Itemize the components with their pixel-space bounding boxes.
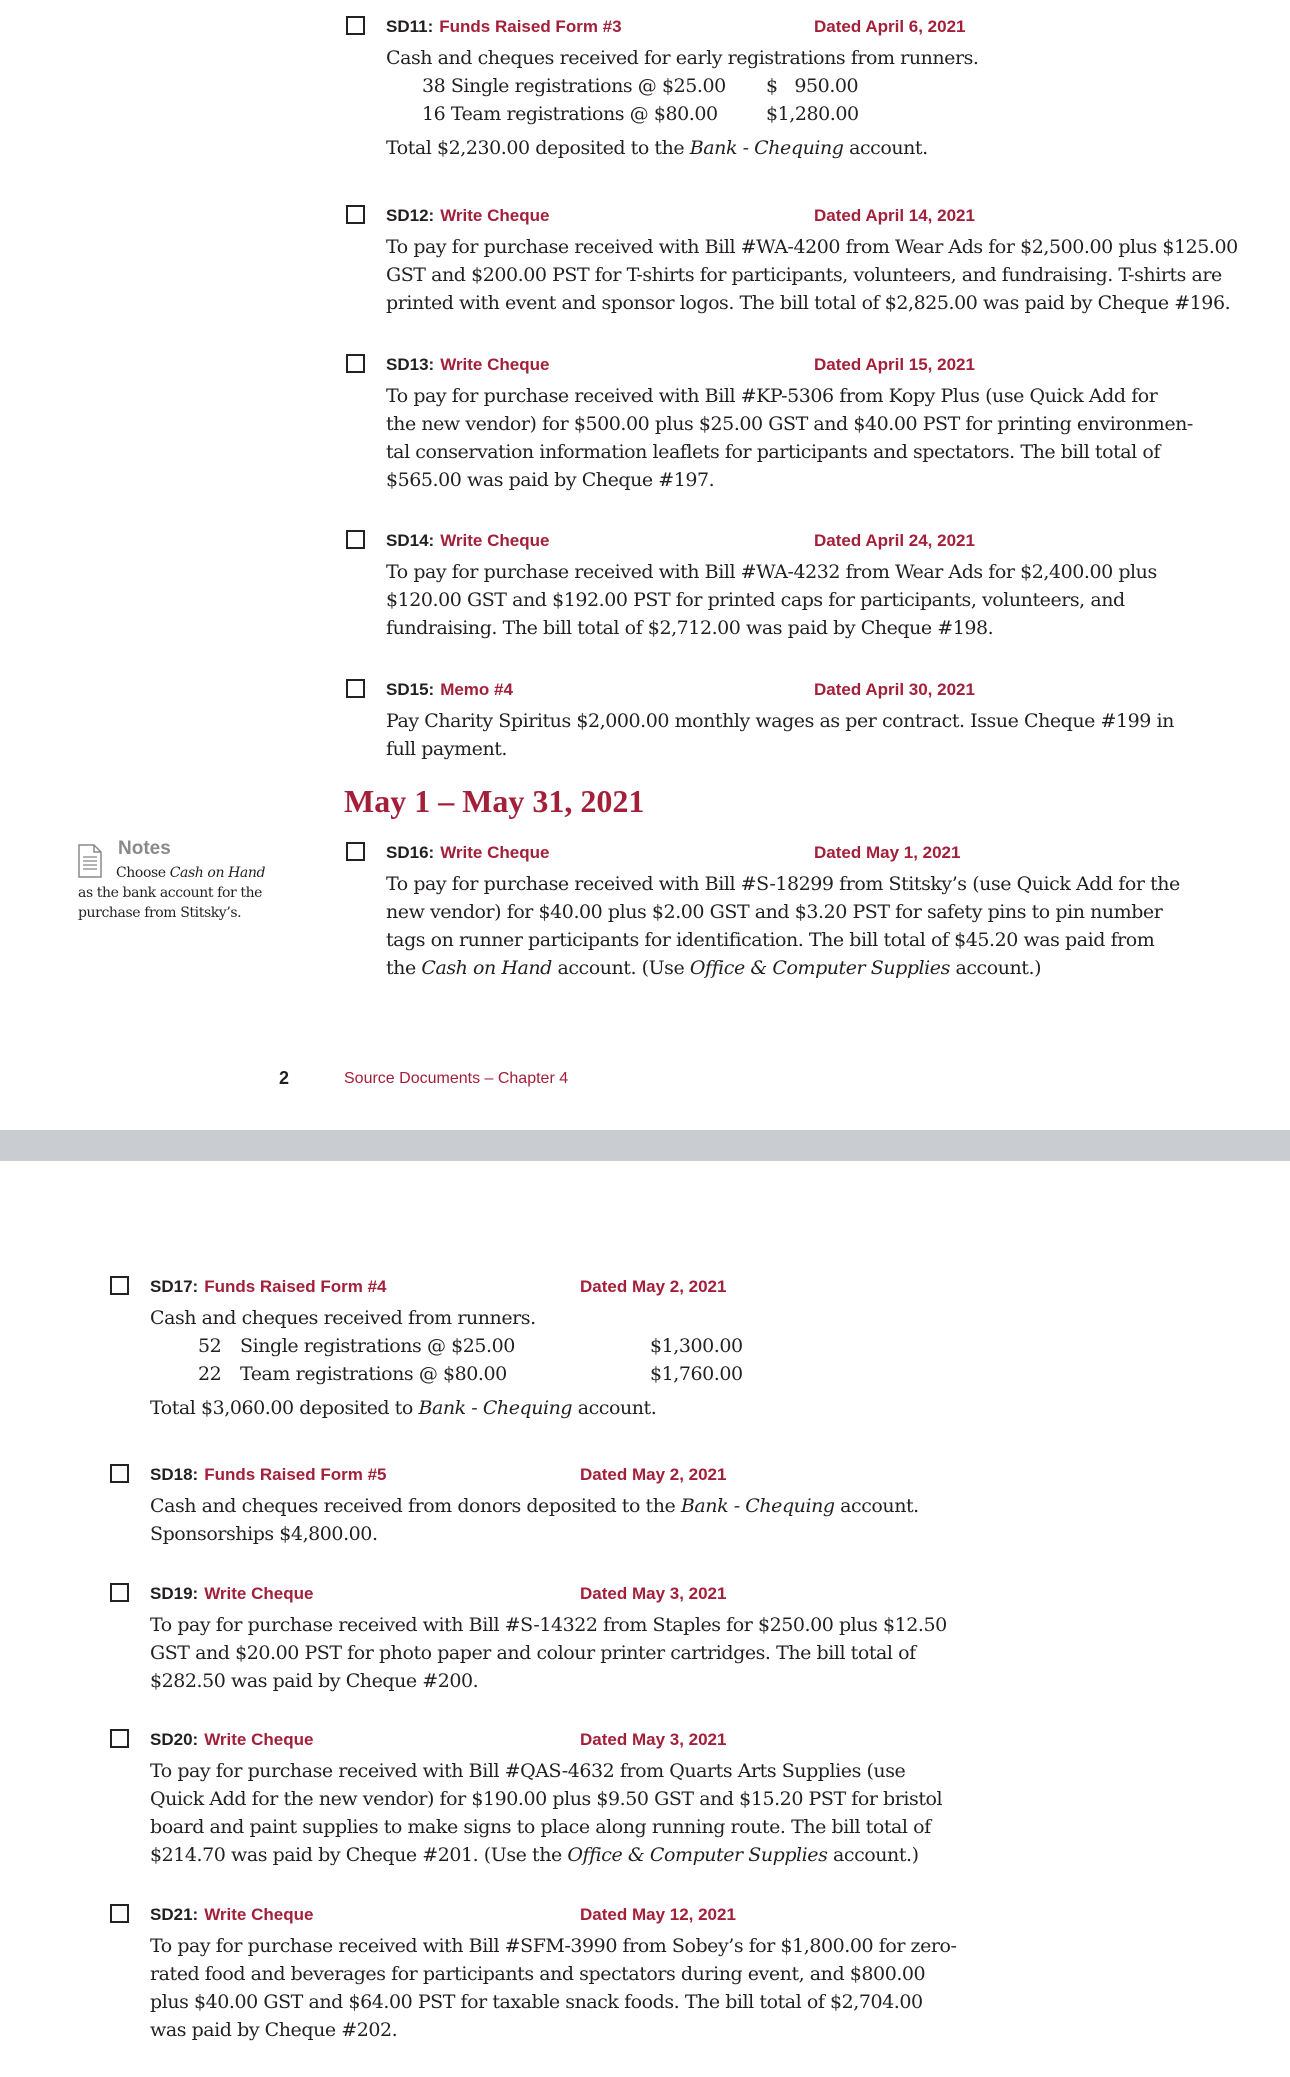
entry-type: Write Cheque (440, 206, 550, 225)
entry-date: Dated April 14, 2021 (814, 206, 975, 225)
row-quantity: 52 (198, 1335, 222, 1357)
entry-header (386, 205, 549, 227)
entry-code: SD20: (150, 1730, 199, 1749)
entry-text (150, 1492, 919, 1520)
row-amount: $1,280.00 (766, 103, 859, 125)
amount-row (150, 1360, 743, 1388)
notes-text-part: as the bank account for the purchase from Stitsky’s. (78, 885, 263, 921)
row-quantity: 22 (198, 1363, 222, 1385)
row-label: 16 Team registrations @ $80.00 (422, 103, 718, 125)
entry-body (386, 382, 1193, 494)
entry-text: printed with event and sponsor logos. The bill total of $2,825.00 was paid by Cheque #196. (386, 292, 1231, 314)
completion-checkbox[interactable] (346, 530, 365, 549)
page-separator (0, 1130, 1290, 1161)
completion-checkbox[interactable] (110, 1729, 129, 1748)
entry-text: $282.50 was paid by Cheque #200. (150, 1670, 479, 1692)
entry-text: plus $40.00 GST and $64.00 PST for taxable snack foods. The bill total of $2,704.00 (150, 1991, 923, 2013)
entry-date: Dated May 1, 2021 (814, 843, 961, 862)
running-footer: Source Documents – Chapter 4 (344, 1070, 569, 1087)
entry-header (386, 679, 513, 701)
account-name: Office & Computer Supplies (567, 1844, 828, 1866)
entry-text: rated food and beverages for participants and spectators during event, and $800.00 (150, 1963, 926, 1985)
entry-body (386, 870, 1180, 982)
entry-body (150, 1932, 957, 2044)
completion-checkbox[interactable] (110, 1276, 129, 1295)
entry-text (150, 1841, 942, 1869)
amount-row (386, 72, 979, 100)
row-label: Single registrations @ $25.00 (240, 1335, 515, 1357)
total-text: Total $2,230.00 deposited to the (386, 137, 690, 159)
entry-type: Write Cheque (204, 1584, 314, 1603)
entry-text: new vendor) for $40.00 plus $2.00 GST and $3.20 PST for safety pins to pin number (386, 901, 1163, 923)
notes-text-part: Choose (116, 865, 170, 881)
account-name: Cash on Hand (421, 957, 552, 979)
completion-checkbox[interactable] (110, 1583, 129, 1602)
entry-date: Dated May 2, 2021 (580, 1465, 727, 1484)
entry-type: Write Cheque (440, 843, 550, 862)
entry-code: SD16: (386, 843, 435, 862)
entry-type: Write Cheque (440, 531, 550, 550)
entry-text: full payment. (386, 738, 508, 760)
entry-date: Dated May 3, 2021 (580, 1730, 727, 1749)
entry-code: SD21: (150, 1905, 199, 1924)
total-text: account. (843, 137, 928, 159)
row-label: 38 Single registrations @ $25.00 (422, 75, 726, 97)
entry-date: Dated May 12, 2021 (580, 1905, 736, 1924)
amount-row (386, 100, 979, 128)
text-part: $214.70 was paid by Cheque #201. (Use the (150, 1844, 568, 1866)
entry-text: To pay for purchase received with Bill #WA-4200 from Wear Ads for $2,500.00 plus $125.00 (386, 236, 1238, 258)
entry-header (386, 354, 549, 376)
entry-code: SD19: (150, 1584, 199, 1603)
entry-code: SD12: (386, 206, 435, 225)
text-part: Cash and cheques received from donors deposited to the (150, 1495, 681, 1517)
notes-text (78, 863, 318, 923)
text-part: the (386, 957, 422, 979)
entry-date: Dated April 24, 2021 (814, 531, 975, 550)
entry-text: Sponsorships $4,800.00. (150, 1523, 378, 1545)
entry-date: Dated May 3, 2021 (580, 1584, 727, 1603)
entry-code: SD18: (150, 1465, 199, 1484)
row-amount: $1,760.00 (650, 1363, 743, 1385)
entry-type: Write Cheque (440, 355, 550, 374)
entry-total (386, 134, 979, 162)
entry-code: SD15: (386, 680, 435, 699)
entry-body (386, 558, 1157, 642)
entry-text: $120.00 GST and $192.00 PST for printed caps for participants, volunteers, and (386, 589, 1125, 611)
account-name: Office & Computer Supplies (689, 957, 950, 979)
account-name: Cash on Hand (169, 865, 266, 881)
account-name: Bank - Chequing (418, 1397, 573, 1419)
entry-header (150, 1464, 387, 1486)
entry-header (386, 16, 622, 38)
row-amount: $1,300.00 (650, 1335, 743, 1357)
entry-text: To pay for purchase received with Bill #KP-5306 from Kopy Plus (use Quick Add for (386, 385, 1158, 407)
entry-text: To pay for purchase received with Bill #WA-4232 from Wear Ads for $2,400.00 plus (386, 561, 1157, 583)
entry-text: the new vendor) for $500.00 plus $25.00 GST and $40.00 PST for printing environmen- (386, 413, 1193, 435)
entry-header (150, 1729, 313, 1751)
completion-checkbox[interactable] (346, 354, 365, 373)
entry-date: Dated April 15, 2021 (814, 355, 975, 374)
row-amount: $ 950.00 (766, 75, 859, 97)
entry-text: $565.00 was paid by Cheque #197. (386, 469, 715, 491)
account-name: Bank - Chequing (689, 137, 844, 159)
completion-checkbox[interactable] (346, 842, 365, 861)
total-text: account. (572, 1397, 657, 1419)
entry-text: To pay for purchase received with Bill #QAS-4632 from Quarts Arts Supplies (use (150, 1760, 906, 1782)
entry-body (150, 1611, 947, 1695)
entry-header (386, 842, 549, 864)
entry-header (150, 1904, 313, 1926)
entry-body (386, 44, 979, 162)
entry-date: Dated May 2, 2021 (580, 1277, 727, 1296)
entry-text: GST and $20.00 PST for photo paper and colour printer cartridges. The bill total of (150, 1642, 916, 1664)
row-label: Team registrations @ $80.00 (240, 1363, 507, 1385)
entry-text: To pay for purchase received with Bill #S-14322 from Staples for $250.00 plus $12.50 (150, 1614, 947, 1636)
entry-type: Memo #4 (440, 680, 513, 699)
entry-text: board and paint supplies to make signs to place along running route. The bill total of (150, 1816, 931, 1838)
entry-code: SD14: (386, 531, 435, 550)
entry-body (150, 1492, 919, 1548)
entry-text: To pay for purchase received with Bill #S-18299 from Stitsky’s (use Quick Add for the (386, 873, 1180, 895)
text-part: account.) (949, 957, 1042, 979)
entry-text: Pay Charity Spiritus $2,000.00 monthly wages as per contract. Issue Cheque #199 in (386, 710, 1174, 732)
completion-checkbox[interactable] (110, 1464, 129, 1483)
entry-text (386, 954, 1180, 982)
text-part: account.) (827, 1844, 919, 1866)
entry-date: Dated April 30, 2021 (814, 680, 975, 699)
entry-text: Cash and cheques received for early registrations from runners. (386, 47, 979, 69)
entry-type: Funds Raised Form #4 (204, 1277, 387, 1296)
entry-type: Write Cheque (204, 1905, 314, 1924)
entry-text: tags on runner participants for identification. The bill total of $45.20 was paid from (386, 929, 1155, 951)
completion-checkbox[interactable] (110, 1904, 129, 1923)
entry-header (150, 1583, 313, 1605)
entry-header (386, 530, 549, 552)
entry-text: Cash and cheques received from runners. (150, 1307, 536, 1329)
entry-code: SD13: (386, 355, 435, 374)
text-part: account. (Use (551, 957, 690, 979)
entry-body (150, 1757, 942, 1869)
entry-header (150, 1276, 387, 1298)
completion-checkbox[interactable] (346, 205, 365, 224)
completion-checkbox[interactable] (346, 16, 365, 35)
entry-text: fundraising. The bill total of $2,712.00 was paid by Cheque #198. (386, 617, 994, 639)
entry-date: Dated April 6, 2021 (814, 17, 966, 36)
amount-row (150, 1332, 743, 1360)
section-title: May 1 – May 31, 2021 (344, 783, 645, 819)
entry-code: SD17: (150, 1277, 199, 1296)
account-name: Bank - Chequing (680, 1495, 835, 1517)
entry-type: Funds Raised Form #5 (204, 1465, 387, 1484)
entry-total (150, 1394, 656, 1422)
page-number: 2 (279, 1068, 290, 1088)
entry-body (386, 707, 1174, 763)
entry-text: was paid by Cheque #202. (150, 2019, 398, 2041)
entry-body (150, 1304, 743, 1422)
total-text: Total $3,060.00 deposited to (150, 1397, 419, 1419)
entry-text: GST and $200.00 PST for T-shirts for participants, volunteers, and fundraising. T-shirts are (386, 264, 1222, 286)
entry-text: To pay for purchase received with Bill #SFM-3990 from Sobey’s for $1,800.00 for zero- (150, 1935, 957, 1957)
entry-type: Funds Raised Form #3 (439, 17, 622, 36)
entry-text: tal conservation information leaflets for participants and spectators. The bill total of (386, 441, 1160, 463)
entry-text: Quick Add for the new vendor) for $190.00 plus $9.50 GST and $15.20 PST for bristol (150, 1788, 943, 1810)
notes-title: Notes (118, 838, 171, 859)
entry-body (386, 233, 1238, 317)
entry-type: Write Cheque (204, 1730, 314, 1749)
completion-checkbox[interactable] (346, 679, 365, 698)
entry-code: SD11: (386, 17, 434, 36)
text-part: account. (834, 1495, 919, 1517)
